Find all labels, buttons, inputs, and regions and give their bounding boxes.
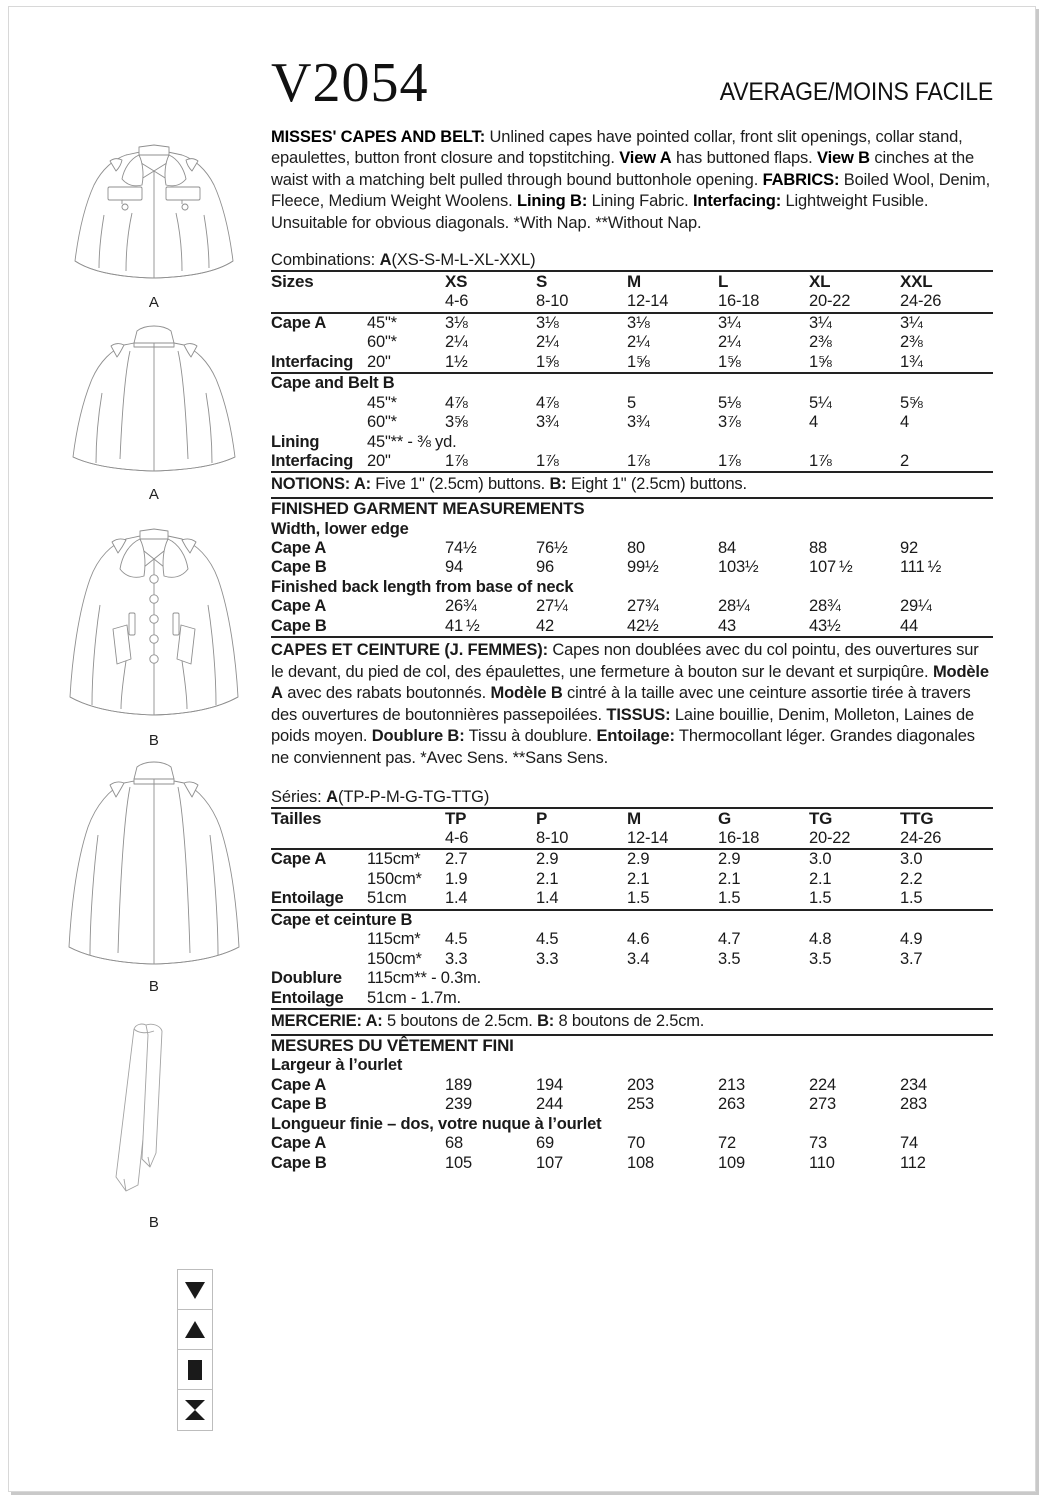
- description-fr-body-1: Capes non doublées avec du col pointu, des ouvertures sur le devant, du pied de col, des épaulettes, une fermeture à bouton sur le devant et surpiqûre.: [271, 641, 979, 681]
- finished-section-row: [271, 1056, 993, 1075]
- description-body-3: cinches at the waist with a matching belt pulled through bound buttonhole opening.: [271, 149, 975, 189]
- table-numeric-size-row: [271, 292, 993, 312]
- cell: 110: [809, 1153, 835, 1172]
- finished-title-row: [271, 499, 993, 519]
- row-width: 45"*: [367, 393, 397, 412]
- row-label: Cape A: [271, 1134, 327, 1153]
- table-row: [271, 617, 993, 637]
- cell: 3¾: [536, 413, 559, 432]
- cell: 2⅜: [900, 333, 923, 352]
- row-label: Cape A: [271, 538, 327, 557]
- cell: 283: [900, 1095, 927, 1114]
- row-width: 20": [367, 451, 391, 470]
- cell: 27¾: [627, 597, 659, 616]
- table-numeric-size-row: [271, 829, 993, 849]
- cell: 108: [627, 1153, 654, 1172]
- cell: 2.2: [900, 869, 923, 888]
- doublure-text: Tissu à doublure.: [464, 727, 597, 746]
- combinations-sizes: (XS-S-M-L-XL-XXL): [391, 251, 536, 270]
- cell: 4.5: [536, 930, 559, 949]
- cell: 2¼: [536, 333, 559, 352]
- entoilage-text: Thermocollant léger. Grandes diagonales ne conviennent pas. *Avec Sens. **Sans Sens.: [271, 727, 975, 767]
- size-col-m: M: [627, 808, 641, 828]
- table-row: [271, 452, 993, 471]
- cell: 2.1: [627, 869, 650, 888]
- interfacing-text: Lightweight Fusible. Unsuitable for obvious diagonals. *With Nap. **Without Nap.: [271, 192, 929, 232]
- tailles-header-label: Tailles: [271, 808, 322, 828]
- numeric-size-tp: 4-6: [445, 828, 469, 847]
- mercerie-b-text: 8 boutons de 2.5cm.: [554, 1012, 705, 1031]
- width-col-header: [367, 271, 445, 292]
- description-fr-body-2: avec des rabats boutonnés.: [282, 684, 491, 703]
- table-header-row: [271, 808, 993, 829]
- illustration-cape-b-back: [49, 755, 259, 995]
- cell: 94: [445, 558, 463, 577]
- cell: 1⅞: [536, 451, 559, 470]
- illustration-label: A: [148, 294, 160, 311]
- group-title: Cape et ceinture B: [271, 910, 413, 929]
- cell: 4.6: [627, 930, 650, 949]
- row-width: 60"*: [367, 333, 397, 352]
- mercerie-a-text: 5 boutons de 2.5cm.: [382, 1012, 538, 1031]
- cell: 3.5: [809, 949, 832, 968]
- table-row: [271, 930, 993, 949]
- cell: 4: [900, 413, 909, 432]
- row-label: Interfacing: [271, 451, 354, 470]
- row-label: Doublure: [271, 969, 342, 988]
- numeric-size-m: 12-14: [627, 292, 669, 311]
- series-label: Séries:: [271, 787, 327, 806]
- triangle-up-symbol: [178, 1310, 212, 1350]
- modele-b-label: Modèle B: [490, 684, 563, 703]
- cell: 203: [627, 1075, 654, 1094]
- cell: 105: [445, 1153, 472, 1172]
- cell: 3.0: [809, 850, 832, 869]
- belt-b-drawing: [64, 1001, 244, 1213]
- cell: 5: [627, 393, 636, 412]
- cape-a-front-drawing: [64, 125, 244, 293]
- illustration-label: B: [148, 732, 160, 749]
- cell: 1⅞: [445, 451, 468, 470]
- cell: 5⅛: [718, 393, 741, 412]
- cell: 88: [809, 538, 827, 557]
- cell: 74½: [445, 538, 477, 557]
- content-column: [271, 49, 993, 1173]
- row-label: Cape B: [271, 1095, 327, 1114]
- cell: 4.9: [900, 930, 923, 949]
- size-col-g: G: [718, 808, 732, 828]
- cell: 2.1: [718, 869, 741, 888]
- cell: 41 ½: [445, 616, 480, 635]
- table-row: [271, 1134, 993, 1153]
- cell: 43: [718, 616, 736, 635]
- description-title: MISSES' CAPES AND BELT:: [271, 128, 486, 146]
- cell: 27¼: [536, 597, 568, 616]
- modele-a-label: Modèle A: [271, 662, 989, 703]
- table-row: [271, 870, 993, 889]
- illustration-cape-b-front: [49, 509, 259, 749]
- cell: 3.3: [536, 949, 559, 968]
- cell: 76½: [536, 538, 568, 557]
- table-row: [271, 597, 993, 616]
- row-label: Cape A: [271, 597, 327, 616]
- numeric-size-g: 16-18: [718, 828, 760, 847]
- row-label: Cape A: [271, 313, 327, 332]
- table-row: [271, 413, 993, 432]
- rectangle-symbol: [178, 1350, 212, 1390]
- size-chart-english: [271, 270, 993, 471]
- row-label: Cape B: [271, 558, 327, 577]
- cell: 44: [900, 616, 918, 635]
- cell: 253: [627, 1095, 654, 1114]
- cell: 1⅞: [627, 451, 650, 470]
- cell: 3.4: [627, 949, 650, 968]
- cell: 99½: [627, 558, 659, 577]
- cell: 4: [809, 413, 818, 432]
- notions-english: [271, 471, 993, 499]
- cell: 103½: [718, 558, 759, 577]
- sizes-header-label: Sizes: [271, 272, 314, 292]
- description-fr-body-3: cintré à la taille avec une ceinture assortie tirée à travers des ouvertures de boutonnières passepoilées.: [271, 684, 971, 724]
- notions-label: NOTIONS:: [271, 475, 351, 494]
- numeric-size-s: 8-10: [536, 292, 569, 311]
- cell: 72: [718, 1134, 736, 1153]
- cell: 1.5: [809, 889, 832, 908]
- row-label: Cape A: [271, 850, 327, 869]
- series-french: [271, 788, 993, 807]
- cell: 4.5: [445, 930, 468, 949]
- table-row: [271, 394, 993, 413]
- triangle-down-symbol: [178, 1270, 212, 1310]
- cell: 3¾: [627, 413, 650, 432]
- cell: 263: [718, 1095, 745, 1114]
- cell: 26¾: [445, 597, 477, 616]
- finished-section-row: [271, 1115, 993, 1134]
- row-label: Entoilage: [271, 988, 344, 1007]
- cell: 70: [627, 1134, 645, 1153]
- cell: 1.5: [718, 889, 741, 908]
- entoilage-label: Entoilage:: [596, 727, 675, 746]
- cell: 1⅝: [809, 352, 832, 371]
- pattern-number: V2054: [271, 52, 429, 114]
- size-col-xl: XL: [809, 272, 831, 292]
- numeric-size-l: 16-18: [718, 292, 760, 311]
- cell: 109: [718, 1153, 745, 1172]
- description-french: [271, 638, 993, 769]
- doublure-label: Doublure B:: [371, 727, 465, 746]
- cell: 2.1: [536, 869, 559, 888]
- cell: 3¼: [718, 313, 741, 332]
- view-a-label: View A: [619, 149, 672, 168]
- table-row: [271, 539, 993, 558]
- cell: 239: [445, 1095, 472, 1114]
- cell: 29¼: [900, 597, 932, 616]
- cell: 3⅞: [718, 413, 741, 432]
- finished-section-row: [271, 578, 993, 597]
- cell: 2¼: [445, 333, 468, 352]
- size-col-tp: TP: [445, 808, 467, 828]
- cell: 28¾: [809, 597, 841, 616]
- cell: 1⅞: [809, 451, 832, 470]
- cell: 1¾: [900, 352, 923, 371]
- cell: 189: [445, 1075, 472, 1094]
- finished-fr-title: MESURES DU VÊTEMENT FINI: [271, 1036, 514, 1056]
- cell: 1½: [445, 352, 468, 371]
- finished-title-row: [271, 1036, 993, 1056]
- size-col-s: S: [536, 272, 548, 292]
- cell: 1⅝: [536, 352, 559, 371]
- cell: 42: [536, 616, 554, 635]
- row-label: [271, 413, 367, 432]
- cell: 2.9: [627, 850, 650, 869]
- size-col-xxl: XXL: [900, 272, 933, 292]
- lining-label: Lining B:: [517, 192, 588, 211]
- table-row: [271, 849, 993, 869]
- cell: 234: [900, 1075, 927, 1094]
- row-label: [271, 930, 367, 949]
- cell: 2.9: [536, 850, 559, 869]
- cell: 213: [718, 1075, 745, 1094]
- cell: 2¼: [627, 333, 650, 352]
- series-view: A: [326, 787, 338, 806]
- size-col-m: M: [627, 272, 641, 292]
- combinations-label: Combinations:: [271, 251, 380, 270]
- description-fr-title: CAPES ET CEINTURE (J. FEMMES):: [271, 641, 548, 660]
- cape-b-back-drawing: [64, 755, 244, 977]
- mercerie-a-label: A:: [361, 1012, 383, 1031]
- cell: 4⅞: [536, 393, 559, 412]
- row-width: 45"** - ⅜ yd.: [367, 432, 457, 451]
- numeric-size-p: 8-10: [536, 828, 569, 847]
- group-title: Cape and Belt B: [271, 374, 395, 393]
- fabrics-label: FABRICS:: [762, 170, 840, 189]
- series-sizes: (TP-P-M-G-TG-TTG): [337, 787, 490, 806]
- cell: 1.5: [900, 889, 923, 908]
- size-col-l: L: [718, 272, 729, 292]
- finished-fr-section-title: Longueur finie – dos, votre nuque à l’ourlet: [271, 1114, 602, 1133]
- row-label: [271, 870, 367, 889]
- row-width: 51cm - 1.7m.: [367, 988, 461, 1007]
- table-group-title-row: [271, 373, 993, 393]
- row-label: [271, 333, 367, 352]
- notions-a-label: A:: [350, 475, 371, 494]
- cell: 5⅝: [900, 393, 923, 412]
- cell: 2.1: [809, 869, 832, 888]
- header: [271, 49, 993, 114]
- cell: 2.9: [718, 850, 741, 869]
- row-label: Cape B: [271, 616, 327, 635]
- row-width: 115cm** - 0.3m.: [367, 969, 482, 988]
- tissus-label: TISSUS:: [606, 705, 671, 724]
- cell: 68: [445, 1134, 463, 1153]
- size-col-p: P: [536, 808, 548, 828]
- cell: 1⅝: [627, 352, 650, 371]
- cell: 107: [536, 1153, 563, 1172]
- cell: 3.3: [445, 949, 468, 968]
- envelope-page: [8, 6, 1036, 1492]
- numeric-size-ttg: 24-26: [900, 828, 942, 847]
- notions-b-label: B:: [549, 475, 567, 494]
- cell: 43½: [809, 616, 841, 635]
- cell: 96: [536, 558, 554, 577]
- mercerie-b-label: B:: [537, 1012, 555, 1031]
- hourglass-symbol: [178, 1390, 212, 1430]
- lining-text: Lining Fabric.: [587, 192, 693, 211]
- cell: 3⅛: [627, 313, 650, 332]
- cell: 1.4: [536, 889, 559, 908]
- cell: 3.7: [900, 949, 923, 968]
- row-width: 115cm*: [367, 930, 421, 949]
- row-width: 60"*: [367, 413, 397, 432]
- cell: 107 ½: [809, 558, 853, 577]
- size-chart-french: [271, 807, 993, 1008]
- description-body-2: has buttoned flaps.: [671, 149, 818, 168]
- illustration-label: B: [148, 1214, 160, 1231]
- illustration-cape-a-front: [49, 125, 259, 311]
- cell: 3⅛: [536, 313, 559, 332]
- row-width: 115cm*: [367, 850, 421, 869]
- cell: 1.9: [445, 869, 468, 888]
- row-label: [271, 394, 367, 413]
- view-b-label: View B: [817, 149, 870, 168]
- cell: 2: [900, 451, 909, 470]
- table-row: [271, 950, 993, 969]
- cell: 194: [536, 1075, 563, 1094]
- row-width: 20": [367, 352, 391, 371]
- finished-measurements-french: [271, 1036, 993, 1173]
- row-width: 51cm: [367, 889, 407, 908]
- tissus-text: Laine bouillie, Denim, Molleton, Laines de poids moyen.: [271, 705, 975, 746]
- numeric-size-tg: 20-22: [809, 828, 851, 847]
- table-row: [271, 1154, 993, 1173]
- illustration-column: [49, 125, 259, 1237]
- cape-a-back-drawing: [64, 317, 244, 485]
- interfacing-label: Interfacing:: [693, 192, 782, 211]
- cell: 92: [900, 538, 918, 557]
- row-label: Interfacing: [271, 352, 354, 371]
- difficulty-label: AVERAGE/MOINS FACILE: [719, 78, 993, 106]
- cell: 1.5: [627, 889, 650, 908]
- cell: 1⅞: [718, 451, 741, 470]
- row-width: 150cm*: [367, 869, 422, 888]
- cell: 224: [809, 1075, 836, 1094]
- table-row: [271, 969, 993, 988]
- cape-b-front-drawing: [64, 509, 244, 731]
- mercerie-french: [271, 1008, 993, 1036]
- numeric-size-xl: 20-22: [809, 292, 851, 311]
- fabrics-text: Boiled Wool, Denim, Fleece, Medium Weight Woolens.: [271, 170, 991, 211]
- table-row: [271, 558, 993, 577]
- finished-section-title: Width, lower edge: [271, 519, 409, 538]
- mercerie-label: MERCERIE:: [271, 1012, 362, 1031]
- cell: 3¼: [900, 313, 923, 332]
- fabric-layout-symbol-key: [177, 1269, 213, 1431]
- row-width: 45"*: [367, 313, 397, 332]
- cell: 2.7: [445, 850, 468, 869]
- cell: 2¼: [718, 333, 741, 352]
- cell: 73: [809, 1134, 827, 1153]
- table-header-row: [271, 271, 993, 292]
- cell: 1⅝: [718, 352, 741, 371]
- size-col-ttg: TTG: [900, 808, 934, 828]
- table-row: [271, 889, 993, 909]
- row-label: Cape A: [271, 1075, 327, 1094]
- cell: 3⅝: [445, 413, 468, 432]
- numeric-size-xxl: 24-26: [900, 292, 942, 311]
- finished-section-row: [271, 520, 993, 539]
- cell: 84: [718, 538, 736, 557]
- cell: 4.7: [718, 930, 741, 949]
- cell: 1.4: [445, 889, 468, 908]
- table-row: [271, 333, 993, 352]
- finished-measurements-english: [271, 499, 993, 638]
- cell: 4⅞: [445, 393, 468, 412]
- size-col-xs: XS: [445, 272, 468, 292]
- illustration-label: A: [148, 486, 160, 503]
- description-body-1: Unlined capes have pointed collar, front slit openings, collar stand, epaulettes, button front closure and topstitching.: [271, 128, 963, 168]
- finished-fr-section-title: Largeur à l’ourlet: [271, 1056, 403, 1075]
- table-row: [271, 1076, 993, 1095]
- notions-a-text: Five 1" (2.5cm) buttons.: [370, 475, 550, 494]
- table-row: [271, 353, 993, 373]
- table-row: [271, 433, 993, 452]
- cell: 28¼: [718, 597, 750, 616]
- spacer: [271, 769, 993, 788]
- table-row: [271, 1095, 993, 1114]
- numeric-size-xs: 4-6: [445, 292, 469, 311]
- cell: 3.0: [900, 850, 923, 869]
- size-col-tg: TG: [809, 808, 833, 828]
- cell: 4.8: [809, 930, 832, 949]
- cell: 244: [536, 1095, 563, 1114]
- cell: 3.5: [718, 949, 741, 968]
- table-group-title-row: [271, 910, 993, 930]
- cell: 3¼: [809, 313, 832, 332]
- combinations-view: A: [379, 251, 392, 270]
- row-label: Cape B: [271, 1153, 327, 1172]
- combinations-english: [271, 251, 993, 270]
- row-label: Lining: [271, 432, 320, 451]
- table-row: [271, 989, 993, 1008]
- cell: 80: [627, 538, 645, 557]
- row-label: [271, 950, 367, 969]
- numeric-size-m: 12-14: [627, 828, 669, 847]
- row-label: Entoilage: [271, 889, 344, 908]
- cell: 112: [900, 1153, 926, 1172]
- cell: 3⅛: [445, 313, 468, 332]
- cell: 111 ½: [900, 558, 942, 577]
- finished-section-title: Finished back length from base of neck: [271, 577, 574, 596]
- notions-b-text: Eight 1" (2.5cm) buttons.: [566, 475, 747, 494]
- cell: 69: [536, 1134, 554, 1153]
- cell: 42½: [627, 616, 659, 635]
- cell: 74: [900, 1134, 918, 1153]
- illustration-cape-a-back: [49, 317, 259, 503]
- illustration-belt-b: [49, 1001, 259, 1231]
- description-english: [271, 127, 993, 234]
- finished-title: FINISHED GARMENT MEASUREMENTS: [271, 499, 585, 519]
- cell: 5¼: [809, 393, 832, 412]
- illustration-label: B: [148, 978, 160, 995]
- cell: 273: [809, 1095, 836, 1114]
- row-width: 150cm*: [367, 949, 422, 968]
- table-row: [271, 313, 993, 333]
- cell: 2⅜: [809, 333, 832, 352]
